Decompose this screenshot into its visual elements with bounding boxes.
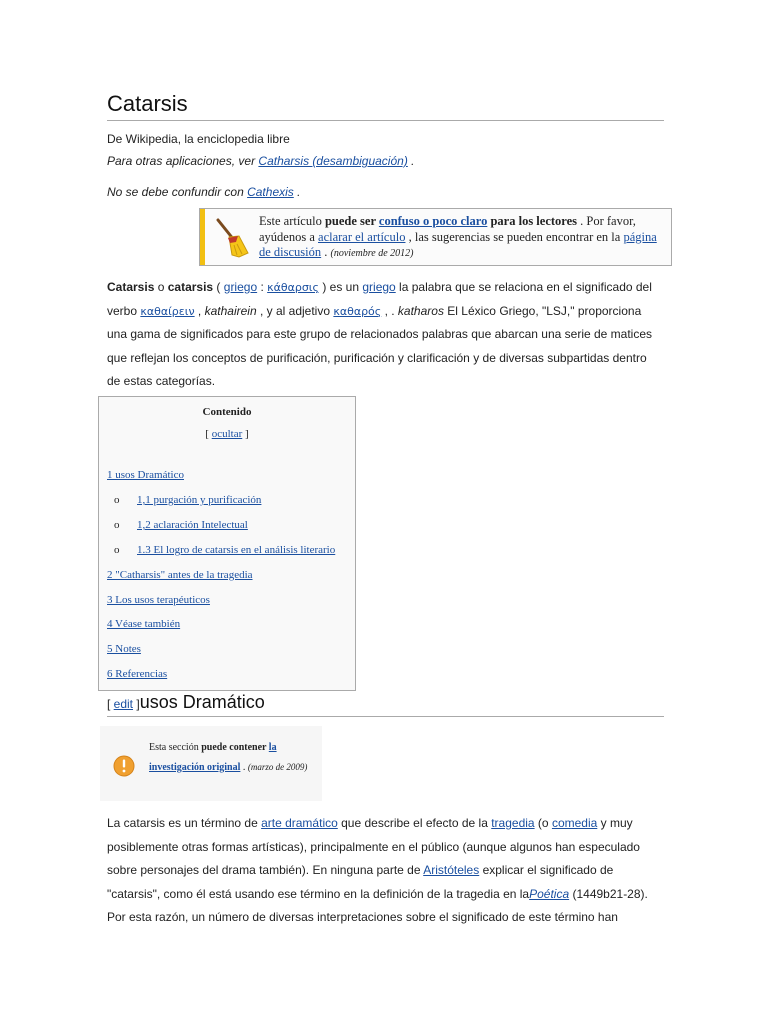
toc-item[interactable]: o 1.3 El logro de catarsis en el análisis literario [114, 544, 336, 556]
poetics-link[interactable]: Poética [529, 886, 570, 901]
toc-item[interactable]: 2 "Catharsis" antes de la tragedia [107, 569, 253, 581]
toc-toggle: [ ocultar ] [205, 428, 249, 440]
greek-language-link[interactable]: griego [362, 280, 396, 294]
katharos-greek-link[interactable]: καθαρός [333, 304, 382, 318]
page-title: Catarsis [107, 91, 188, 116]
notice-accent-bar [200, 209, 205, 265]
cleanup-notice-text: Este artículo puede ser confuso o poco claro para los lectores . Por favor, ayúdenos a aclarar el artículo , las sugerencias se pueden encontrar en la página de discusión . (noviembre de 2012) [259, 214, 657, 259]
clarify-article-link[interactable]: aclarar el artículo [318, 229, 406, 244]
body-paragraph: La catarsis es un término de arte dramático que describe el efecto de la tragedia (o comedia y muy posiblemente otras formas artísticas), principalmente en el público (aunque algunos han especulado sobre personajes del drama también). En ninguna parte de Aristóteles explicar el significado de "catarsis", como él está usando ese término en la definición de la tragedia en laPoética (1449b21-28). Por esta razón, un número de diversas interpretaciones sobre el significado de este término han [107, 816, 648, 924]
original-research-link[interactable]: la investigación original [149, 742, 277, 773]
comedy-link[interactable]: comedia [551, 816, 598, 830]
title-divider [107, 120, 664, 121]
section-title: usos Dramático [139, 692, 265, 712]
notice-text: Esta sección puede contener la investigación original . (marzo de 2009) [149, 742, 308, 773]
toc-item[interactable]: 3 Los usos terapéuticos [107, 594, 210, 606]
toc-item[interactable]: 4 Véase también [107, 618, 181, 630]
section-heading-usos-dramatico: [ edit ]usos Dramático [107, 692, 265, 712]
hatnote-not-confuse: No se debe confundir con Cathexis . [107, 185, 301, 199]
toc-item[interactable]: 1 usos Dramático [107, 469, 184, 481]
hatnote-other-uses: Para otras aplicaciones, ver Catharsis (desambiguación) . [107, 154, 415, 168]
section-divider [107, 716, 664, 717]
toc-bullet: o [114, 519, 120, 531]
toc-item[interactable]: 5 Notes [107, 643, 141, 655]
warning-icon [113, 755, 135, 777]
toc-item[interactable]: o 1,2 aclaración Intelectual [114, 519, 248, 531]
greek-link[interactable]: griego [223, 280, 258, 294]
unclear-link[interactable]: confuso o poco claro [378, 214, 488, 228]
intro-paragraph: Catarsis o catarsis ( griego : κάθαρσις ) es un griego la palabra que se relaciona en el significado del verbo καθαίρειν , kathairein , y al adjetivo καθαρός , . katharos El Léxico Griego, "LSJ," proporciona una gama de significados para este grupo de relacionados palabras que abarcan una serie de matices que reflejan los conceptos de purificación, purificación y clarificación y de diversas subpartidas dentro de estas categorías. [107, 280, 653, 388]
toc-bullet: o [114, 544, 120, 556]
original-research-notice [100, 726, 322, 801]
katharsis-greek-link[interactable]: κάθαρσις [267, 281, 319, 294]
toc-bullet: o [114, 494, 120, 506]
talk-page-link[interactable]: página de discusión [259, 229, 657, 259]
hatnote-cathexis-link[interactable]: Cathexis [247, 185, 294, 199]
broom-icon [212, 217, 252, 259]
toc-item[interactable]: 6 Referencias [107, 668, 168, 680]
toc-title: Contenido [202, 406, 252, 418]
kathairein-greek-link[interactable]: καθαίρειν [140, 304, 195, 318]
aristotle-link[interactable]: Aristóteles [423, 863, 480, 877]
toc-item[interactable]: o 1,1 purgación y purificación [114, 494, 262, 506]
hatnote-disambiguation-link[interactable]: Catharsis (desambiguación) [258, 154, 408, 168]
site-tagline: De Wikipedia, la enciclopedia libre [107, 132, 290, 146]
dramatic-art-link[interactable]: arte dramático [261, 816, 338, 830]
toc-hide-link[interactable]: ocultar [211, 428, 243, 440]
edit-section-link[interactable]: edit [113, 697, 134, 711]
tragedy-link[interactable]: tragedia [491, 816, 535, 830]
cleanup-notice-box [199, 208, 672, 266]
table-of-contents [98, 396, 356, 691]
